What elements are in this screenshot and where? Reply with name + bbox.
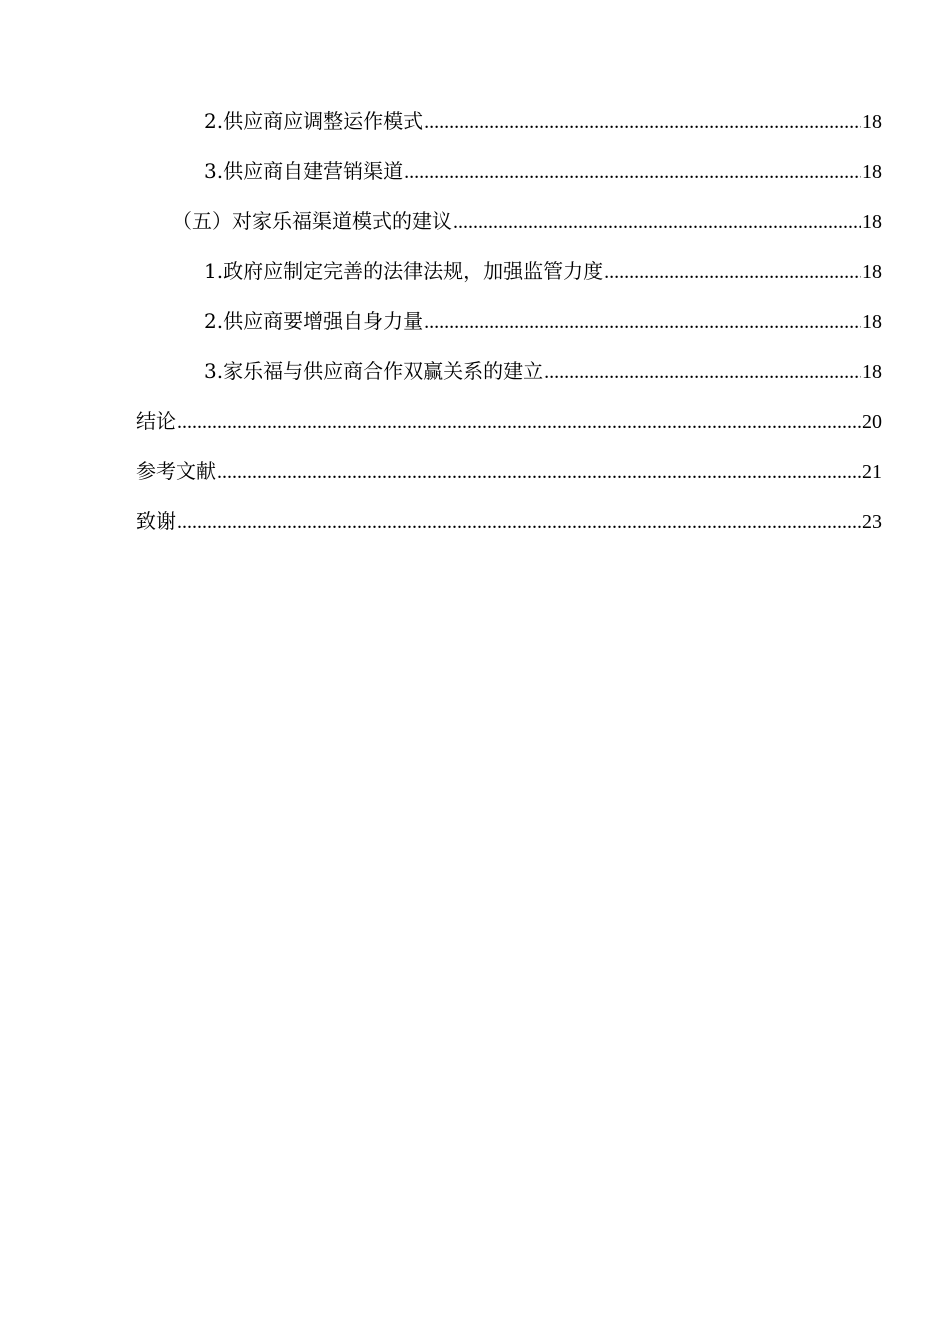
toc-dot-leader (544, 347, 861, 397)
toc-entry[interactable] (136, 296, 882, 346)
toc-entry[interactable] (136, 196, 882, 246)
toc-entry-page-number: 23 (862, 511, 882, 533)
toc-entry-title: 2.供应商要增强自身力量 (204, 309, 424, 333)
toc-entry-title: 参考文献 (136, 459, 216, 483)
toc-dot-leader (453, 197, 861, 247)
toc-dot-leader (217, 447, 861, 497)
toc-dot-leader (404, 147, 861, 197)
toc-entry-page-number: 21 (862, 461, 882, 483)
toc-dot-leader (177, 497, 861, 547)
toc-entry-title: 3.家乐福与供应商合作双赢关系的建立 (204, 359, 544, 383)
toc-dot-leader (177, 397, 861, 447)
toc-entry-title: 结论 (136, 409, 176, 433)
toc-entry[interactable] (136, 496, 882, 546)
toc-entry-title: 2.供应商应调整运作模式 (204, 109, 424, 133)
toc-entry[interactable] (136, 446, 882, 496)
table-of-contents (136, 96, 882, 546)
toc-dot-leader (604, 247, 861, 297)
toc-entry-page-number: 18 (862, 111, 882, 133)
toc-entry-page-number: 20 (862, 411, 882, 433)
toc-entry[interactable] (136, 96, 882, 146)
toc-entry-page-number: 18 (862, 161, 882, 183)
toc-entry-page-number: 18 (862, 361, 882, 383)
toc-dot-leader (424, 97, 861, 147)
toc-entry-title: （五）对家乐福渠道模式的建议 (172, 209, 452, 233)
toc-entry-page-number: 18 (862, 311, 882, 333)
toc-entry-title: 3.供应商自建营销渠道 (204, 159, 404, 183)
toc-entry[interactable] (136, 396, 882, 446)
toc-dot-leader (424, 297, 861, 347)
toc-entry[interactable] (136, 146, 882, 196)
toc-entry-page-number: 18 (862, 261, 882, 283)
toc-entry-title: 致谢 (136, 509, 176, 533)
toc-entry-title: 1.政府应制定完善的法律法规，加强监管力度 (204, 259, 604, 283)
toc-entry[interactable] (136, 346, 882, 396)
toc-entry[interactable] (136, 246, 882, 296)
toc-entry-page-number: 18 (862, 211, 882, 233)
